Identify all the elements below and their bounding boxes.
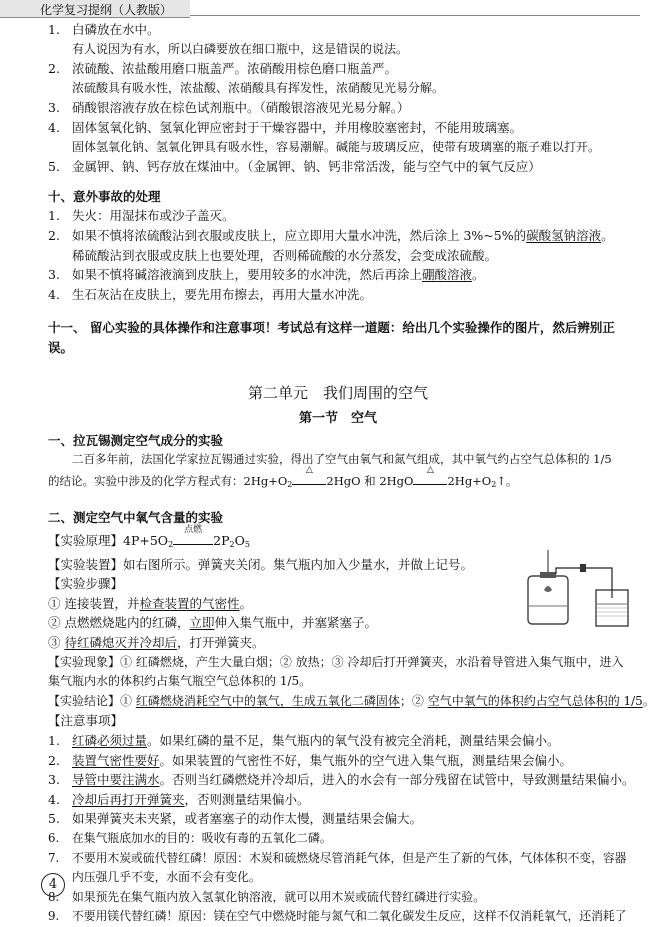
storage-item-text: 金属钾、钠、钙存放在煤油中。（金属钾、钠、钙非常活泼，能与空气中的氧气反应） <box>72 159 541 175</box>
main-content <box>48 20 655 927</box>
punct: 。 <box>472 267 485 283</box>
step-number: ① <box>48 595 61 611</box>
accident-heading: 十、意外事故的处理 <box>48 188 161 204</box>
storage-item-cont: 固体氢氧化钠、氢氧化钾具有吸水性，容易潮解。碱能与玻璃反应，使带有玻璃塞的瓶子难以打开。 <box>72 139 601 154</box>
storage-item-text: 白磷放在水中。 <box>72 22 160 37</box>
accident-item-text: 如果不慎将浓硫酸沾到衣服或皮肤上，应立即用大量水冲洗，然后涂上 3%~5%的 <box>72 227 527 243</box>
step-3 <box>48 633 628 653</box>
page-header <box>0 0 640 17</box>
note-text: 。否则当红磷燃烧并冷却后，进入的水会有一部分残留在试管中，导致测量结果偏小。 <box>159 772 635 788</box>
punct: 。 <box>239 595 253 611</box>
device-text: 如右图所示。弹簧夹关闭。集气瓶内加入少量水，并做上记号。 <box>123 556 474 572</box>
storage-item <box>48 157 628 177</box>
heat-symbol: △ <box>427 464 434 475</box>
lavoisier-para: 二百多年前，法国化学家拉瓦锡通过实验，得出了空气由氧气和氮气组成，其中氧气约占空气总体积的 1/5 <box>72 452 612 467</box>
phenomenon-line <box>48 653 628 673</box>
note-text: 如果预先在集气瓶内放入氢氧化钠溶液，就可以用木炭或硫代替红磷进行实验。 <box>72 889 485 904</box>
item-number: 5. <box>48 159 60 175</box>
step-number: ② <box>48 615 61 631</box>
item-number: 3. <box>48 267 60 283</box>
equation-part: 2HgO <box>379 473 414 488</box>
note-item <box>48 751 628 771</box>
underlined-term: 冷却后再打开弹簧夹 <box>72 791 185 807</box>
label: 【实验原理】 <box>48 533 124 549</box>
item-number: 4. <box>48 119 60 135</box>
item-number: 2. <box>48 752 60 768</box>
storage-item-cont: 浓硫酸具有吸水性，浓盐酸、浓硝酸具有挥发性，浓硝酸见光易分解。 <box>72 80 445 95</box>
equation-part: 4P+5O <box>123 533 169 549</box>
equation-part: O <box>234 533 245 549</box>
item-number: 2. <box>48 61 60 77</box>
conclusion-number: ；② <box>399 693 428 708</box>
reaction-arrow <box>413 464 447 492</box>
underlined-term: 待红磷熄灭并冷却后 <box>64 635 178 651</box>
item-number: 5. <box>48 811 60 827</box>
note-text: 不要用木炭或硫代替红磷！原因：木炭和硫燃烧尽管消耗气体，但是产生了新的气体，气体体积不变，容器 <box>72 850 627 865</box>
phenomenon-cont: 集气瓶内水的体积约占集气瓶空气总体积的 1/5。 <box>48 674 312 689</box>
conclusion-number: ① <box>120 693 136 708</box>
note-text: 。如果装置的气密性不好，集气瓶外的空气进入集气瓶，测量结果会偏小。 <box>159 752 573 768</box>
apparatus-illustration <box>520 548 632 628</box>
step-text: 连接装置，并 <box>64 595 140 611</box>
equation-part: 2P <box>213 533 230 549</box>
steps-label: 【实验步骤】 <box>48 576 124 592</box>
section-title: 第一节 空气 <box>298 411 377 427</box>
note-item <box>48 731 628 751</box>
note-text: 内压强几乎不变，水面不会有变化。 <box>72 870 261 885</box>
accident-item <box>48 265 628 285</box>
underlined-term: 检查装置的气密性 <box>139 595 240 611</box>
storage-item <box>48 98 628 118</box>
storage-item <box>48 59 628 79</box>
item-number: 3. <box>48 772 60 788</box>
note-text: 。如果红磷的量不足，集气瓶内的氧气没有被完全消耗，测量结果会偏小。 <box>147 733 560 748</box>
equation-part: 2HgO <box>326 473 361 488</box>
item-number: 9. <box>48 909 60 924</box>
underlined-term: 红磷燃烧消耗空气中的氧气，生成五氧化二磷固体 <box>135 693 400 708</box>
subscript: 2 <box>229 540 235 550</box>
equation-part: 2Hg+O <box>243 473 288 488</box>
phenomenon-text: ① 红磷燃烧，产生大量白烟；② 放热；③ 冷却后打开弹簧夹，水沿着导管进入集气瓶中，进入 <box>120 654 624 669</box>
accident-item-cont: 稀硫酸沾到衣服或皮肤上也要处理，否则稀硫酸的水分蒸发，会变成浓硫酸。 <box>72 247 498 263</box>
step-text: 伸入集气瓶中，并塞紧塞子。 <box>214 615 378 631</box>
storage-item-text: 硝酸银溶液存放在棕色试剂瓶中。（硝酸银溶液见光易分解。） <box>72 100 410 116</box>
underlined-term: 立即 <box>189 615 215 631</box>
item-number: 4. <box>48 791 60 807</box>
conclusion-line <box>48 692 655 712</box>
storage-item-cont: 有人说因为有水，所以白磷要放在细口瓶中，这是错误的说法。 <box>72 41 409 56</box>
subscript: 2 <box>491 479 497 489</box>
subscript: 5 <box>244 540 250 550</box>
storage-item <box>48 20 628 40</box>
accident-item <box>48 206 628 226</box>
accident-item-text: 如果不慎将碱溶液滴到皮肤上，要用较多的水冲洗，然后再涂上 <box>72 267 423 283</box>
storage-item <box>48 118 628 138</box>
page-number: 4 <box>41 873 65 897</box>
note-item <box>48 849 628 869</box>
item-number: 2. <box>48 227 60 243</box>
header-title: 化学复习提纲（人教版） <box>40 3 173 17</box>
heat-symbol: △ <box>305 464 313 475</box>
notes-label: 【注意事项】 <box>48 713 124 729</box>
lavoisier-equations <box>48 464 628 495</box>
subscript: 2 <box>287 479 293 489</box>
item-number: 1. <box>48 733 60 748</box>
storage-item-text: 浓硫酸、浓盐酸用磨口瓶盖严。浓硝酸用棕色磨口瓶盖严。 <box>72 61 398 77</box>
reaction-arrow <box>173 525 213 551</box>
accident-item <box>48 285 628 305</box>
accident-item <box>48 226 628 246</box>
reaction-arrow <box>292 464 326 492</box>
item-number: 6. <box>48 830 60 845</box>
label: 【实验结论】 <box>48 693 121 708</box>
step-number: ③ <box>48 635 61 651</box>
storage-item-text: 固体氢氧化钠、氢氧化钾应密封于干燥容器中，并用橡胶塞密封，不能用玻璃塞。 <box>72 119 523 135</box>
punct: 。 <box>642 693 655 708</box>
storage-list <box>48 20 628 177</box>
note-item <box>48 770 635 790</box>
underlined-term: 红磷必须过量 <box>72 733 148 748</box>
lavoisier-heading: 一、拉瓦锡测定空气成分的实验 <box>48 432 224 448</box>
equation-part: 2Hg+O <box>447 473 492 488</box>
unit-title: 第二单元 我们周围的空气 <box>247 383 428 402</box>
note-item-cont <box>48 868 628 888</box>
lavoisier-text: 的结论。实验中涉及的化学方程式有： <box>48 473 244 488</box>
note-item <box>48 888 628 908</box>
subscript: 2 <box>168 540 174 550</box>
note-eleven: 十一、 留心实验的具体操作和注意事项！考试总有这样一道题：给出几个实验操作的图片，然后辨别正误。 <box>48 320 615 355</box>
underlined-term: 导管中要注满水 <box>72 772 160 788</box>
note-text: 如果弹簧夹未夹紧，或者塞塞子的动作太慢，测量结果会偏大。 <box>72 811 423 827</box>
item-number: 1. <box>48 22 60 37</box>
oxygen-heading: 二、测定空气中氧气含量的实验 <box>48 510 224 526</box>
notes-list <box>48 731 635 927</box>
note-text: ，否则测量结果偏小。 <box>184 791 310 807</box>
header-tab <box>0 0 190 18</box>
note-item <box>48 829 628 849</box>
label: 【实验装置】 <box>48 556 124 572</box>
label: 【实验现象】 <box>48 654 121 669</box>
conjunction: 和 <box>360 473 380 488</box>
note-text: 不要用镁代替红磷！原因：镁在空气中燃烧时能与氮气和二氧化碳发生反应，这样不仅消耗氧气，还消耗了 <box>72 909 627 924</box>
accident-item-text: 失火：用湿抹布或沙子盖灭。 <box>72 208 235 224</box>
item-number: 1. <box>48 208 60 224</box>
accident-item-text: 生石灰沾在皮肤上，要先用布擦去，再用大量水冲洗。 <box>72 286 373 302</box>
item-number: 4. <box>48 286 60 302</box>
step-text: 点燃燃烧匙内的红磷， <box>64 615 190 631</box>
underlined-term: 硼酸溶液 <box>422 267 473 283</box>
underlined-term: 空气中氧气的体积约占空气总体积的 1/5 <box>427 693 643 708</box>
item-number: 7. <box>48 850 60 865</box>
ignite-condition: 点燃 <box>184 525 203 536</box>
note-text: 在集气瓶底加水的目的：吸收有毒的五氧化二磷。 <box>72 830 332 845</box>
header-rule <box>190 15 640 16</box>
step-text: ，打开弹簧夹。 <box>177 635 265 651</box>
equation-part: ↑。 <box>496 473 518 488</box>
note-item <box>48 809 628 829</box>
underlined-term: 碳酸氢钠溶液 <box>526 227 602 243</box>
item-number: 3. <box>48 100 60 116</box>
note-item <box>48 907 628 927</box>
item-number: 8. <box>48 889 60 904</box>
note-item <box>48 790 628 810</box>
punct: 。 <box>601 227 614 243</box>
underlined-term: 装置气密性要好 <box>72 752 160 768</box>
